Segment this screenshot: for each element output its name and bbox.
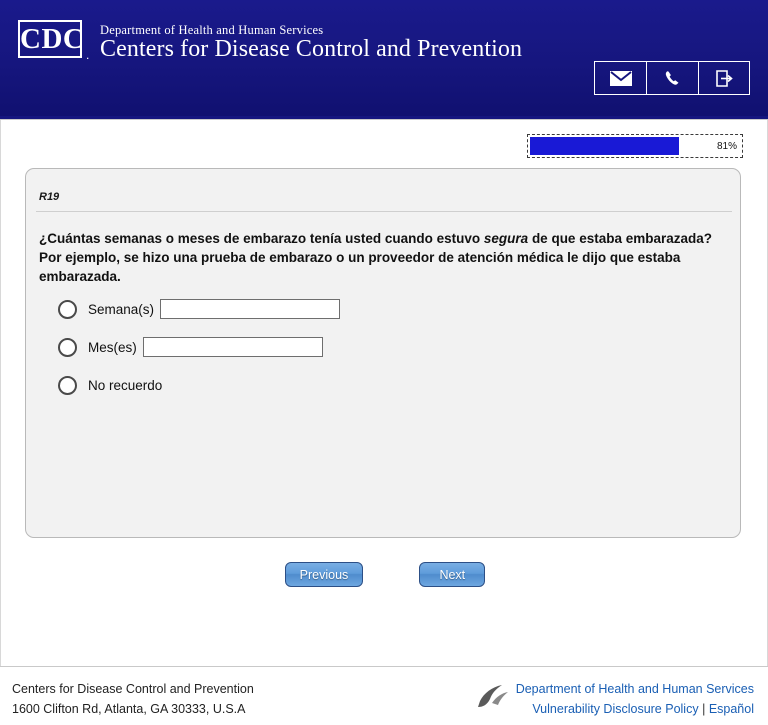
option-label-dont-remember: No recuerdo (88, 377, 163, 393)
site-header (0, 0, 768, 116)
progress-percent-label: 81% (716, 140, 737, 152)
footer-links (516, 679, 754, 719)
progress-fill (530, 137, 679, 155)
site-footer (0, 666, 768, 725)
question-text-emphasis: segura (483, 231, 529, 246)
footer-link-hhs[interactable]: Department of Health and Human Services (515, 682, 754, 696)
hhs-department-line: Department of Health and Human Services (100, 23, 324, 37)
question-text-part2: de que estaba embarazada? Por ejemplo, se hizo una prueba de embarazo o un proveedor de atención médica le dijo que estaba embarazada. (39, 231, 713, 284)
footer-address-block (12, 679, 254, 719)
hhs-seal-icon (476, 681, 510, 711)
question-text (39, 229, 729, 286)
question-id: R19 (39, 191, 60, 203)
footer-address: 1600 Clifton Rd, Atlanta, GA 30333, U.S.A (12, 702, 246, 716)
email-icon[interactable] (594, 61, 646, 95)
radio-weeks[interactable] (58, 300, 77, 319)
question-card (25, 168, 741, 538)
card-divider (36, 211, 732, 212)
site-title: Centers for Disease Control and Prevention (100, 36, 523, 62)
weeks-input[interactable] (160, 299, 340, 319)
progress-track (530, 137, 714, 155)
login-icon[interactable] (698, 61, 750, 95)
footer-link-espanol[interactable]: Español (708, 702, 754, 716)
radio-dont-remember[interactable] (58, 376, 77, 395)
footer-link-separator: | (702, 702, 706, 716)
previous-button[interactable]: Previous (285, 562, 364, 587)
cdc-logo: CDC (18, 20, 82, 58)
months-input[interactable] (143, 337, 323, 357)
footer-org-name: Centers for Disease Control and Prevention (12, 682, 254, 696)
header-icon-group (594, 61, 750, 95)
answer-options (58, 291, 718, 405)
phone-icon[interactable] (646, 61, 698, 95)
radio-months[interactable] (58, 338, 77, 357)
option-row-dont-remember[interactable] (58, 367, 718, 403)
footer-link-vulnerability-policy[interactable]: Vulnerability Disclosure Policy (532, 702, 699, 716)
option-label-weeks: Semana(s) (88, 301, 155, 317)
option-label-months: Mes(es) (88, 339, 137, 355)
navigation-buttons (1, 562, 768, 587)
next-button[interactable]: Next (419, 562, 485, 587)
option-row-weeks[interactable] (58, 291, 718, 327)
cdc-logo-dot: . (86, 48, 90, 62)
question-text-part1: ¿Cuántas semanas o meses de embarazo tenía usted cuando estuvo (39, 231, 484, 246)
survey-page (0, 120, 768, 666)
progress-bar (527, 134, 743, 158)
option-row-months[interactable] (58, 329, 718, 365)
